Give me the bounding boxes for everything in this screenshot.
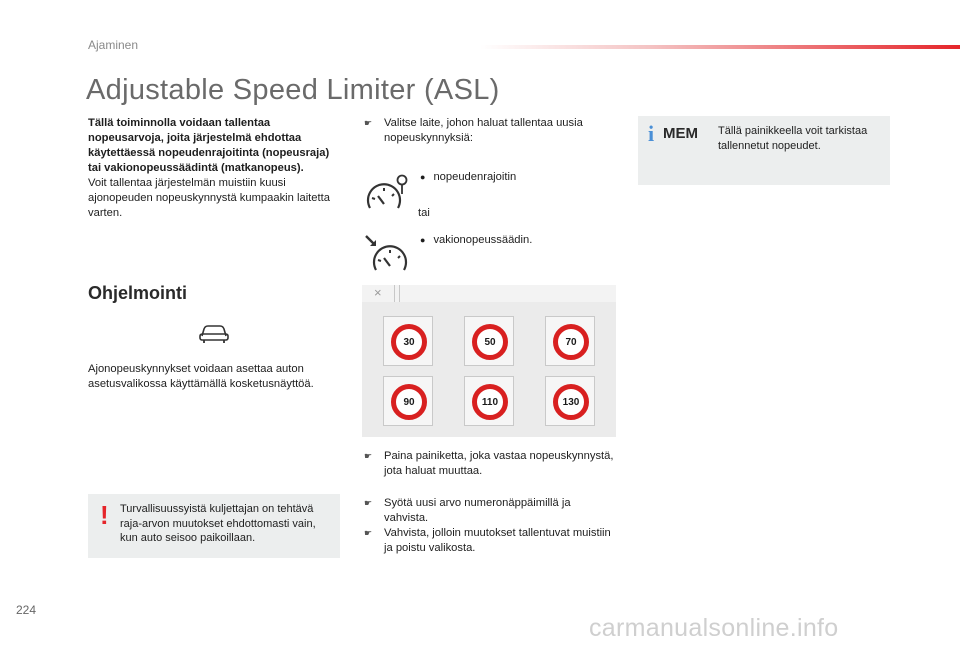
step-enter-text: Syötä uusi arvo numeronäppäimillä ja vahvista.: [384, 497, 571, 524]
speed-sign-icon: 70: [553, 324, 589, 360]
toolbar-divider: [394, 285, 395, 302]
close-icon[interactable]: ×: [374, 285, 382, 300]
cruise-control-icon: [364, 234, 412, 278]
warning-icon: !: [100, 500, 109, 530]
speed-sign-icon: 50: [472, 324, 508, 360]
step-confirm-text: Vahvista, jolloin muutokset tallentuvat muistiin ja poistu valikosta.: [384, 527, 611, 554]
option-cruise-label: vakionopeussäädin.: [433, 234, 533, 246]
step-press-button: [364, 449, 614, 479]
info-box: [638, 116, 890, 185]
programming-heading: Ohjelmointi: [88, 283, 187, 303]
programming-text: Ajonopeuskynnykset voidaan asettaa auton asetusvalikossa käyttämällä kosketusnäyttöä.: [88, 363, 314, 390]
speed-preset-button[interactable]: [383, 316, 433, 366]
speed-preset-button[interactable]: [545, 316, 595, 366]
info-icon: i: [648, 121, 655, 146]
dot-bullet-icon: ●: [420, 172, 426, 182]
arrow-bullet-icon: ☛: [364, 528, 373, 538]
speed-sign-icon: 130: [553, 384, 589, 420]
step-select-device: [364, 116, 614, 146]
speed-limiter-icon: [364, 172, 412, 216]
speed-settings-screen: [362, 285, 616, 437]
arrow-bullet-icon: ☛: [364, 498, 373, 508]
intro-text: Voit tallentaa järjestelmän muistiin kuusi ajonopeuden nopeuskynnystä kumpaakin laitetta varten.: [88, 177, 330, 219]
option-limiter: [420, 171, 516, 183]
speed-sign-icon: 30: [391, 324, 427, 360]
speed-sign-icon: 90: [391, 384, 427, 420]
option-cruise: [420, 234, 532, 246]
info-text: Tällä painikkeella voit tarkistaa tallennetut nopeudet.: [718, 125, 868, 152]
dot-bullet-icon: ●: [420, 235, 426, 245]
page-number: 224: [16, 603, 37, 617]
speed-sign-icon: 110: [472, 384, 508, 420]
speed-preset-button[interactable]: [464, 376, 514, 426]
intro-paragraph: [88, 116, 340, 221]
speed-preset-button[interactable]: [383, 376, 433, 426]
arrow-bullet-icon: ☛: [364, 451, 373, 461]
step-enter-value: [364, 496, 614, 526]
speed-preset-button[interactable]: [545, 376, 595, 426]
toolbar-divider: [399, 285, 400, 302]
step-confirm: [364, 526, 614, 556]
mem-button-icon: MEM: [663, 125, 698, 142]
section-label: Ajaminen: [88, 38, 139, 52]
watermark: carmanualsonline.info: [589, 614, 839, 642]
intro-bold: Tällä toiminnolla voidaan tallentaa nopeusarvoja, joita järjestelmä ehdottaa käytettäessä nopeudenrajoitinta (nopeusraja) tai vakionopeussäädintä (matkanopeus).: [88, 117, 330, 174]
step-press-text: Paina painiketta, joka vastaa nopeuskynnystä, jota haluat muuttaa.: [384, 450, 614, 477]
or-text: tai: [418, 207, 430, 219]
option-limiter-label: nopeudenrajoitin: [433, 171, 517, 183]
speed-preset-button[interactable]: [464, 316, 514, 366]
warning-box: [88, 494, 340, 558]
screen-toolbar: [362, 285, 616, 302]
page-title: Adjustable Speed Limiter (ASL): [86, 74, 500, 106]
warning-text: Turvallisuussyistä kuljettajan on tehtävä raja-arvon muutokset ehdottomasti vain, kun auto seisoo paikoillaan.: [120, 503, 316, 544]
car-icon: [198, 322, 230, 344]
arrow-bullet-icon: ☛: [364, 118, 373, 128]
header-bar: [480, 45, 960, 49]
step-select-text: Valitse laite, johon haluat tallentaa uusia nopeuskynnyksiä:: [384, 117, 583, 144]
